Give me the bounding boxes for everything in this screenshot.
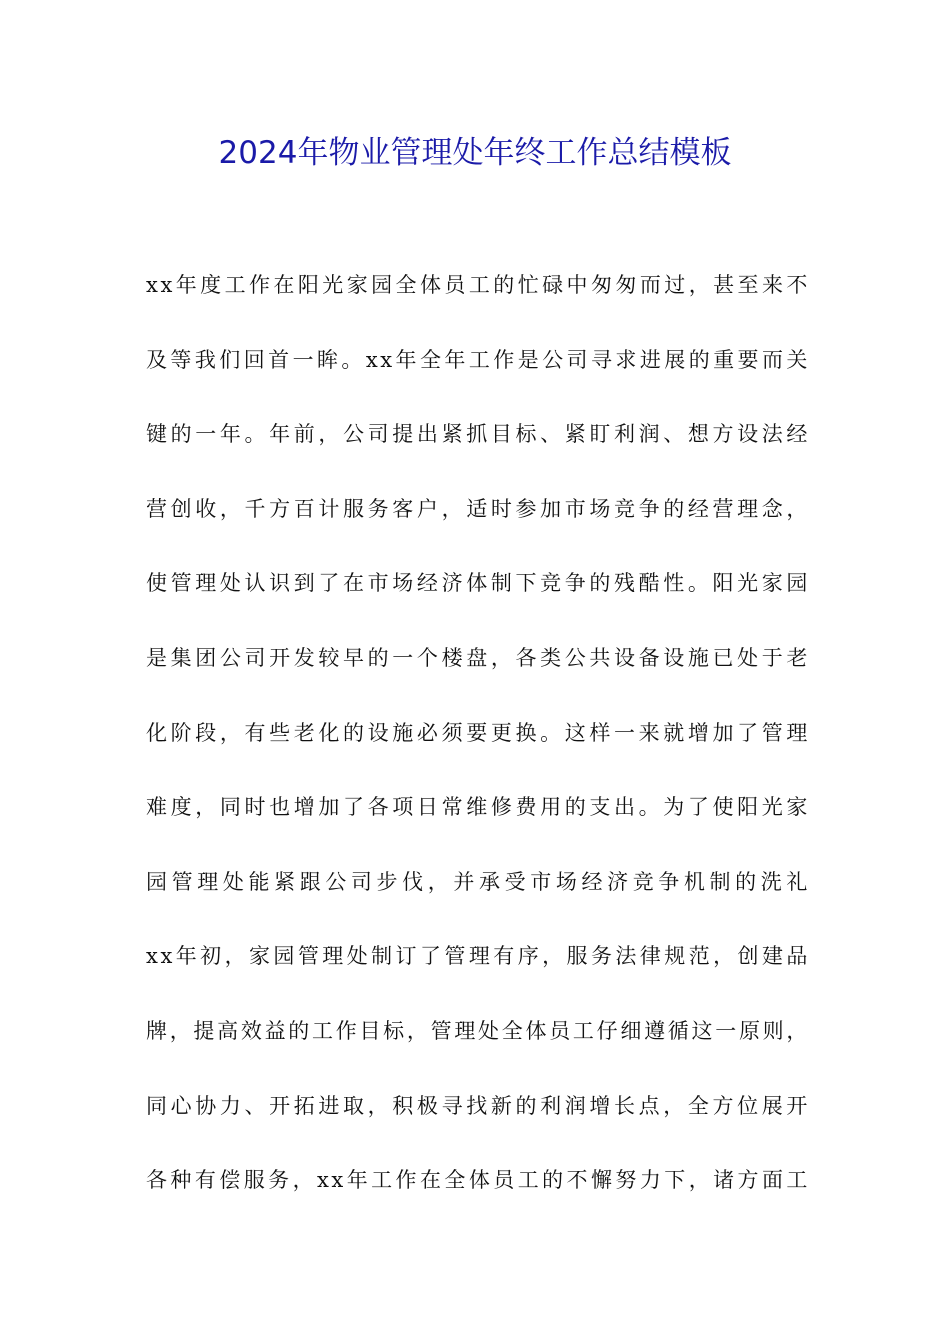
body-line: 营创收，千方百计服务客户，适时参加市场竞争的经营理念，: [146, 496, 810, 521]
body-line: 使管理处认识到了在市场经济体制下竞争的残酷性。阳光家园: [146, 571, 810, 596]
body-line: 园管理处能紧跟公司步伐，并承受市场经济竞争机制的洗礼: [146, 869, 810, 894]
body-line: 同心协力、开拓进取，积极寻找新的利润增长点，全方位展开: [146, 1093, 810, 1118]
document-body: [146, 262, 810, 1232]
body-line: xx年初，家园管理处制订了管理有序，服务法律规范，创建品: [146, 944, 810, 969]
body-line: 是集团公司开发较早的一个楼盘，各类公共设备设施已处于老: [146, 645, 810, 670]
body-line: 键的一年。年前，公司提出紧抓目标、紧盯利润、想方设法经: [146, 422, 810, 447]
body-line: 难度，同时也增加了各项日常维修费用的支出。为了使阳光家: [146, 795, 810, 820]
body-line: 及等我们回首一眸。xx年全年工作是公司寻求进展的重要而关: [146, 347, 810, 372]
body-line: 化阶段，有些老化的设施必须要更换。这样一来就增加了管理: [146, 720, 810, 745]
body-line: 牌，提高效益的工作目标，管理处全体员工仔细遵循这一原则，: [146, 1018, 810, 1043]
body-line: 各种有偿服务，xx年工作在全体员工的不懈努力下，诸方面工: [146, 1168, 810, 1193]
document-title: 2024年物业管理处年终工作总结模板: [218, 135, 732, 171]
body-line: xx年度工作在阳光家园全体员工的忙碌中匆匆而过，甚至来不: [146, 273, 810, 297]
